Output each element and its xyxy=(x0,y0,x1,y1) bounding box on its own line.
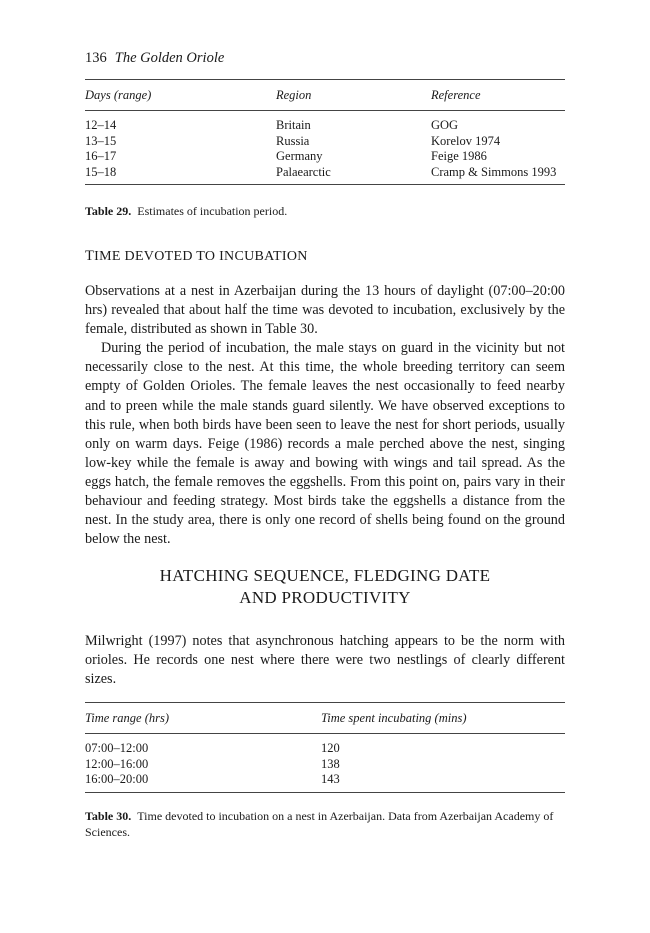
cell-reference: Korelov 1974 xyxy=(431,133,501,148)
section-body xyxy=(85,282,565,549)
table-row xyxy=(85,149,565,165)
heading-line: HATCHING SEQUENCE, FLEDGING DATE xyxy=(159,566,491,585)
table-header-row xyxy=(85,703,565,734)
table-row xyxy=(85,111,565,134)
cell-days: 12–14 xyxy=(85,118,117,132)
cell-minutes: 143 xyxy=(321,772,340,786)
chapter-heading xyxy=(85,565,565,609)
subheading-initial: T xyxy=(85,248,95,264)
column-header-reference: Reference xyxy=(431,87,481,102)
table-header-row xyxy=(85,80,565,111)
cell-days: 13–15 xyxy=(85,133,117,148)
hatching-body xyxy=(85,632,565,689)
table-row xyxy=(85,757,565,773)
heading-line: AND PRODUCTIVITY xyxy=(239,588,411,607)
section-subheading xyxy=(85,248,308,265)
caption-label: Table 30. xyxy=(85,809,132,823)
caption-text: Time devoted to incubation on a nest in Azerbaijan. Data from Azerbaijan Academy of Sciences. xyxy=(85,809,554,839)
caption-text: Estimates of incubation period. xyxy=(137,204,288,218)
paragraph: Milwright (1997) notes that asynchronous hatching appears to be the norm with orioles. He records one nest where there were two nestlings of clearly different sizes. xyxy=(85,633,565,688)
cell-region: Russia xyxy=(276,133,310,148)
cell-minutes: 138 xyxy=(321,756,340,771)
column-header-region: Region xyxy=(276,87,312,102)
cell-time-range: 07:00–12:00 xyxy=(85,741,149,755)
cell-region: Palaearctic xyxy=(276,164,331,179)
paragraph: During the period of incubation, the male stays on guard in the vicinity but not necessarily close to the nest. At this time, the whole breeding territory can seem empty of Golden Orioles. The female leaves the nest occasionally to feed nearby and to preen while the male stands guard silently. We have observed exceptions to this rule, when both birds have been seen to leave the nest for short periods, usually only on warm days. Feige (1986) records a male perched above the nest, singing low-key while the female is away and bowing with wings and tail spread. As the eggs hatch, the female removes the eggshells. From this point on, pairs vary in their behaviour and feeding strategy. Most birds take the eggshells a distance from the nest. In the study area, there is only one record of shells being found on the ground below the nest. xyxy=(85,340,565,548)
table-row xyxy=(85,734,565,757)
cell-reference: Feige 1986 xyxy=(431,149,487,163)
cell-time-range: 12:00–16:00 xyxy=(85,756,149,771)
book-title: The Golden Oriole xyxy=(114,50,225,66)
caption-label: Table 29. xyxy=(85,204,132,218)
table-incubation-period xyxy=(85,79,565,185)
table-30-caption xyxy=(85,808,565,840)
column-header-days: Days (range) xyxy=(85,87,152,102)
table-29-caption xyxy=(85,203,565,219)
column-header-time-spent: Time spent incubating (mins) xyxy=(321,710,467,725)
cell-days: 15–18 xyxy=(85,164,117,179)
page-number: 136 xyxy=(85,50,107,66)
running-head xyxy=(85,50,224,67)
subheading-rest: IME DEVOTED TO INCUBATION xyxy=(94,249,308,264)
table-row xyxy=(85,134,565,150)
cell-reference: Cramp & Simmons 1993 xyxy=(431,164,557,179)
cell-days: 16–17 xyxy=(85,149,117,163)
cell-reference: GOG xyxy=(431,118,459,132)
table-incubation-time xyxy=(85,702,565,793)
column-header-time-range: Time range (hrs) xyxy=(85,710,170,725)
table-row xyxy=(85,165,565,185)
cell-time-range: 16:00–20:00 xyxy=(85,772,149,786)
table-row xyxy=(85,772,565,792)
cell-minutes: 120 xyxy=(321,741,340,755)
cell-region: Germany xyxy=(276,149,323,163)
cell-region: Britain xyxy=(276,118,311,132)
paragraph: Observations at a nest in Azerbaijan during the 13 hours of daylight (07:00–20:00 hrs) revealed that about half the time was devoted to incubation, exclusively by the female, distributed as shown in Table 30. xyxy=(85,283,565,338)
